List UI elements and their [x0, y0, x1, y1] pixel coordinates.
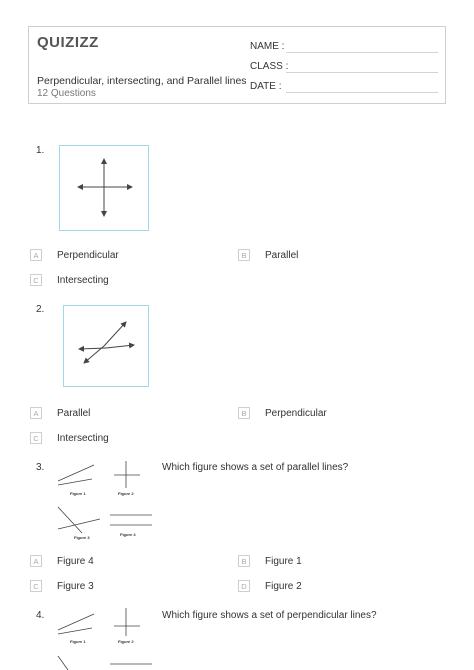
question-1-figure	[59, 145, 149, 231]
q1-option-c-letter[interactable]: C	[30, 274, 42, 286]
q4-figure-1-line-1	[58, 614, 94, 630]
q1-option-b-letter[interactable]: B	[238, 249, 250, 261]
q1-option-c-text[interactable]: Intersecting	[57, 275, 109, 286]
class-label: CLASS :	[250, 61, 289, 72]
q2-option-a-text[interactable]: Parallel	[57, 408, 91, 419]
question-3-figures	[54, 457, 160, 541]
perpendicular-lines-figure	[60, 146, 150, 232]
q3-option-b-letter[interactable]: B	[238, 555, 250, 567]
q3-option-d-letter[interactable]: D	[238, 580, 250, 592]
question-count: 12 Questions	[37, 88, 96, 99]
q1-option-a-text[interactable]: Perpendicular	[57, 250, 119, 261]
figure-3-line-2	[58, 519, 100, 529]
q1-option-a-letter[interactable]: A	[30, 249, 42, 261]
quizizz-logo: QUIZIZZ	[37, 34, 99, 51]
q2-option-c-letter[interactable]: C	[30, 432, 42, 444]
q3-option-d-text[interactable]: Figure 2	[265, 581, 302, 592]
q4-figure-1-label: Figure 1	[70, 639, 86, 644]
intersecting-lines-figure	[64, 306, 150, 388]
name-label: NAME :	[250, 41, 285, 52]
question-4-number: 4.	[36, 610, 45, 621]
figure-2-label: Figure 2	[118, 491, 134, 496]
figure-3-line-1	[58, 507, 82, 533]
figure-4-label: Figure 4	[120, 532, 136, 537]
figure-1-line-2	[58, 479, 92, 485]
q2-option-a-letter[interactable]: A	[30, 407, 42, 419]
q2-option-b-text[interactable]: Perpendicular	[265, 408, 327, 419]
q3-option-c-text[interactable]: Figure 3	[57, 581, 94, 592]
figure-1-label: Figure 1	[70, 491, 86, 496]
q3-option-b-text[interactable]: Figure 1	[265, 556, 302, 567]
date-label: DATE :	[250, 81, 282, 92]
question-4-figures	[54, 604, 160, 670]
worksheet-title: Perpendicular, intersecting, and Parallel lines	[37, 75, 247, 87]
question-3-text: Which figure shows a set of parallel lines?	[162, 462, 349, 473]
question-2-figure	[63, 305, 149, 387]
q3-option-c-letter[interactable]: C	[30, 580, 42, 592]
name-field[interactable]	[286, 52, 438, 53]
question-3-number: 3.	[36, 462, 45, 473]
figure-3-label: Figure 3	[74, 535, 90, 540]
class-field[interactable]	[286, 72, 438, 73]
q4-figure-2-label: Figure 2	[118, 639, 134, 644]
q2-option-c-text[interactable]: Intersecting	[57, 433, 109, 444]
question-2-number: 2.	[36, 304, 45, 315]
q3-option-a-letter[interactable]: A	[30, 555, 42, 567]
q3-option-a-text[interactable]: Figure 4	[57, 556, 94, 567]
question-4-text: Which figure shows a set of perpendicular lines?	[162, 610, 377, 621]
q1-option-b-text[interactable]: Parallel	[265, 250, 299, 261]
q4-figure-1-line-2	[58, 628, 92, 634]
q4-figure-3-line	[58, 656, 68, 670]
q2-option-b-letter[interactable]: B	[238, 407, 250, 419]
date-field[interactable]	[286, 92, 438, 93]
figure-1-line-1	[58, 465, 94, 481]
question-1-number: 1.	[36, 145, 45, 156]
worksheet-header	[28, 26, 446, 104]
